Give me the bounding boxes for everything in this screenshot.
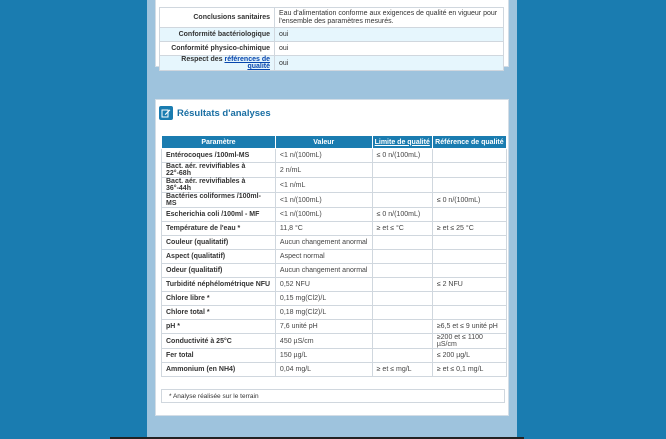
table-row (162, 320, 507, 334)
limite-cell: ≤ 0 n/(100mL) (372, 208, 432, 222)
conclusion-label: Conclusions sanitaires (160, 8, 275, 28)
param-cell: Couleur (qualitatif) (162, 236, 276, 250)
limite-cell: ≥ et ≤ °C (372, 222, 432, 236)
conclusions-row (160, 28, 504, 42)
param-cell: Turbidité néphélométrique NFU (162, 278, 276, 292)
limite-cell (372, 264, 432, 278)
param-cell: pH * (162, 320, 276, 334)
reference-cell: ≥200 et ≤ 1100 µS/cm (432, 334, 506, 349)
conclusions-row (160, 56, 504, 71)
param-cell: Bact. aér. revivifiables à 36°-44h (162, 178, 276, 193)
param-cell: Entérocoques /100ml-MS (162, 149, 276, 163)
param-cell: Escherichia coli /100ml - MF (162, 208, 276, 222)
content-column (147, 0, 517, 439)
table-row (162, 349, 507, 363)
limite-cell: ≥ et ≤ mg/L (372, 363, 432, 377)
results-header-row (162, 136, 507, 149)
reference-cell: ≤ 0 n/(100mL) (432, 193, 506, 208)
conclusions-row (160, 42, 504, 56)
table-row (162, 278, 507, 292)
conclusion-value: oui (275, 42, 504, 56)
reference-cell (432, 149, 506, 163)
table-row (162, 363, 507, 377)
reference-cell (432, 236, 506, 250)
value-cell: 0,15 mg(Cl2)/L (275, 292, 372, 306)
param-cell: Chlore total * (162, 306, 276, 320)
limite-cell (372, 236, 432, 250)
col-header-parametre: Paramètre (162, 136, 276, 149)
reference-cell: ≥6,5 et ≤ 9 unité pH (432, 320, 506, 334)
conclusions-row (160, 8, 504, 28)
value-cell: 2 n/mL (275, 163, 372, 178)
param-cell: Conductivité à 25°C (162, 334, 276, 349)
conclusion-label: Conformité physico-chimique (160, 42, 275, 56)
reference-cell (432, 208, 506, 222)
reference-cell (432, 163, 506, 178)
results-header (159, 104, 271, 122)
value-cell: 0,04 mg/L (275, 363, 372, 377)
value-cell: 150 µg/L (275, 349, 372, 363)
reference-cell (432, 306, 506, 320)
value-cell: Aspect normal (275, 250, 372, 264)
limite-cell (372, 292, 432, 306)
value-cell: <1 n/(100mL) (275, 193, 372, 208)
value-cell: 0,52 NFU (275, 278, 372, 292)
table-row (162, 236, 507, 250)
param-cell: Fer total (162, 349, 276, 363)
limite-cell (372, 278, 432, 292)
table-row (162, 334, 507, 349)
param-cell: Bact. aér. revivifiables à 22°-68h (162, 163, 276, 178)
value-cell: <1 n/mL (275, 178, 372, 193)
limite-cell (372, 306, 432, 320)
reference-cell (432, 250, 506, 264)
value-cell: Aucun changement anormal (275, 236, 372, 250)
limite-cell (372, 349, 432, 363)
table-row (162, 149, 507, 163)
col-header-reference: Référence de qualité (432, 136, 506, 149)
table-row (162, 178, 507, 193)
conclusion-label (160, 56, 275, 71)
conclusions-panel (155, 0, 509, 70)
limite-cell (372, 250, 432, 264)
table-row (162, 306, 507, 320)
limite-cell (372, 334, 432, 349)
conclusion-value: Eau d'alimentation conforme aux exigences de qualité en vigueur pour l'ensemble des paramètres mesurés. (275, 8, 504, 28)
limite-cell (372, 193, 432, 208)
col-header-valeur: Valeur (275, 136, 372, 149)
param-cell: Ammonium (en NH4) (162, 363, 276, 377)
reference-cell (432, 264, 506, 278)
limite-cell (372, 178, 432, 193)
table-row (162, 193, 507, 208)
conclusion-label-prefix: Respect des (181, 56, 225, 63)
limite-qualite-link[interactable]: Limite de qualité (374, 138, 430, 146)
reference-cell: ≥ et ≤ 0,1 mg/L (432, 363, 506, 377)
conclusion-value: oui (275, 28, 504, 42)
col-header-limite (372, 136, 432, 149)
conclusion-value: oui (275, 56, 504, 71)
table-row (162, 292, 507, 306)
param-cell: Température de l'eau * (162, 222, 276, 236)
param-cell: Odeur (qualitatif) (162, 264, 276, 278)
table-row (162, 222, 507, 236)
param-cell: Bactéries coliformes /100ml-MS (162, 193, 276, 208)
value-cell: 11,8 °C (275, 222, 372, 236)
results-panel (155, 99, 509, 416)
conclusion-label: Conformité bactériologique (160, 28, 275, 42)
conclusions-table (159, 7, 504, 71)
limite-cell: ≤ 0 n/(100mL) (372, 149, 432, 163)
reference-cell: ≥ et ≤ 25 °C (432, 222, 506, 236)
table-row (162, 250, 507, 264)
limite-cell (372, 163, 432, 178)
value-cell: Aucun changement anormal (275, 264, 372, 278)
value-cell: <1 n/(100mL) (275, 208, 372, 222)
limite-cell (372, 320, 432, 334)
table-row (162, 163, 507, 178)
value-cell: 7,6 unité pH (275, 320, 372, 334)
results-table (161, 135, 507, 377)
results-title: Résultats d'analyses (177, 107, 271, 119)
param-cell: Chlore libre * (162, 292, 276, 306)
results-body (162, 149, 507, 377)
param-cell: Aspect (qualitatif) (162, 250, 276, 264)
table-row (162, 264, 507, 278)
table-row (162, 208, 507, 222)
value-cell: 450 µS/cm (275, 334, 372, 349)
reference-cell: ≤ 2 NFU (432, 278, 506, 292)
value-cell: <1 n/(100mL) (275, 149, 372, 163)
reference-cell: ≤ 200 µg/L (432, 349, 506, 363)
edit-icon (159, 106, 173, 120)
value-cell: 0,18 mg(Cl2)/L (275, 306, 372, 320)
reference-cell (432, 292, 506, 306)
references-qualite-link[interactable]: références de qualité (224, 56, 270, 70)
reference-cell (432, 178, 506, 193)
footnote: * Analyse réalisée sur le terrain (161, 389, 505, 403)
